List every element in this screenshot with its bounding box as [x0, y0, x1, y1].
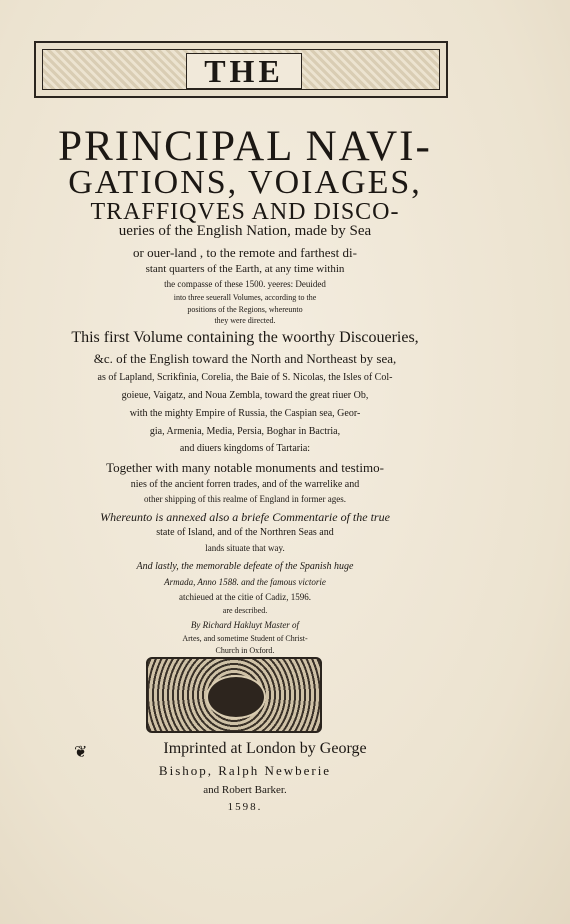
title-line-5: or ouer-land , to the remote and farthest di- — [133, 245, 357, 260]
author-line-1: By Richard Hakluyt Master of — [190, 620, 300, 630]
volume-line-6: gia, Armenia, Media, Persia, Boghar in Bactria, — [149, 426, 341, 437]
annexed-line-2: state of Island, and of the Northren Seas and — [156, 527, 334, 538]
volume-line-5: with the mighty Empire of Russia, the Caspian sea, Geor- — [129, 408, 361, 419]
title-banner-ornament — [34, 41, 448, 98]
printers-device-ornament — [146, 657, 322, 733]
title-line-1: PRINCIPAL NAVI- — [58, 123, 432, 170]
together-line-2: nies of the ancient forren trades, and of the warrelike and — [130, 479, 360, 490]
together-line-1: Together with many notable monuments and testimo- — [106, 460, 384, 475]
lastly-line-3: atchieued at the citie of Cadiz, 1596. — [179, 592, 311, 602]
volume-line-7: and diuers kingdoms of Tartaria: — [179, 443, 311, 454]
annexed-line-3: lands situate that way. — [205, 543, 285, 553]
imprint-line-3: and Robert Barker. — [203, 784, 287, 796]
ornament-center — [206, 675, 266, 719]
together-line-3: other shipping of this realme of England in former ages. — [144, 494, 346, 504]
title-line-3: TRAFFIQVES AND DISCO- — [90, 199, 400, 225]
banner-title: THE — [186, 53, 302, 89]
volume-line-4: goieue, Vaigatz, and Noua Zembla, toward the great riuer Ob, — [121, 390, 369, 401]
volume-line-2: &c. of the English toward the North and Northeast by sea, — [93, 351, 397, 366]
title-line-10: they were directed. — [214, 316, 276, 325]
imprint-line-1: Imprinted at London by George — [163, 740, 367, 757]
title-line-6: stant quarters of the Earth, at any time within — [145, 263, 345, 275]
lastly-line-4: are described. — [222, 606, 268, 615]
imprint-line-2: Bishop, Ralph Newberie — [158, 763, 332, 778]
title-line-8: into three seuerall Volumes, according to the — [173, 293, 317, 302]
author-line-3: Church in Oxford. — [215, 646, 275, 655]
author-line-2: Artes, and sometime Student of Christ- — [182, 634, 308, 643]
imprint-year: 1598. — [227, 801, 263, 813]
title-line-7: the compasse of these 1500. yeeres: Deuided — [164, 279, 326, 289]
lastly-line-2: Armada, Anno 1588. and the famous victorie — [164, 577, 326, 587]
title-line-2: GATIONS, VOIAGES, — [68, 164, 422, 201]
title-line-4: ueries of the English Nation, made by Sea — [118, 223, 372, 239]
volume-line-1: This first Volume containing the woorthy Discoueries, — [71, 329, 419, 346]
fleuron-icon: ❦ — [74, 742, 88, 761]
lastly-line-1: And lastly, the memorable defeate of the Spanish huge — [136, 561, 354, 572]
annexed-line-1: Whereunto is annexed also a briefe Commentarie of the true — [100, 510, 390, 524]
title-line-9: positions of the Regions, whereunto — [187, 305, 303, 314]
volume-line-3: as of Lapland, Scrikfinia, Corelia, the Baie of S. Nicolas, the Isles of Col- — [97, 372, 393, 383]
